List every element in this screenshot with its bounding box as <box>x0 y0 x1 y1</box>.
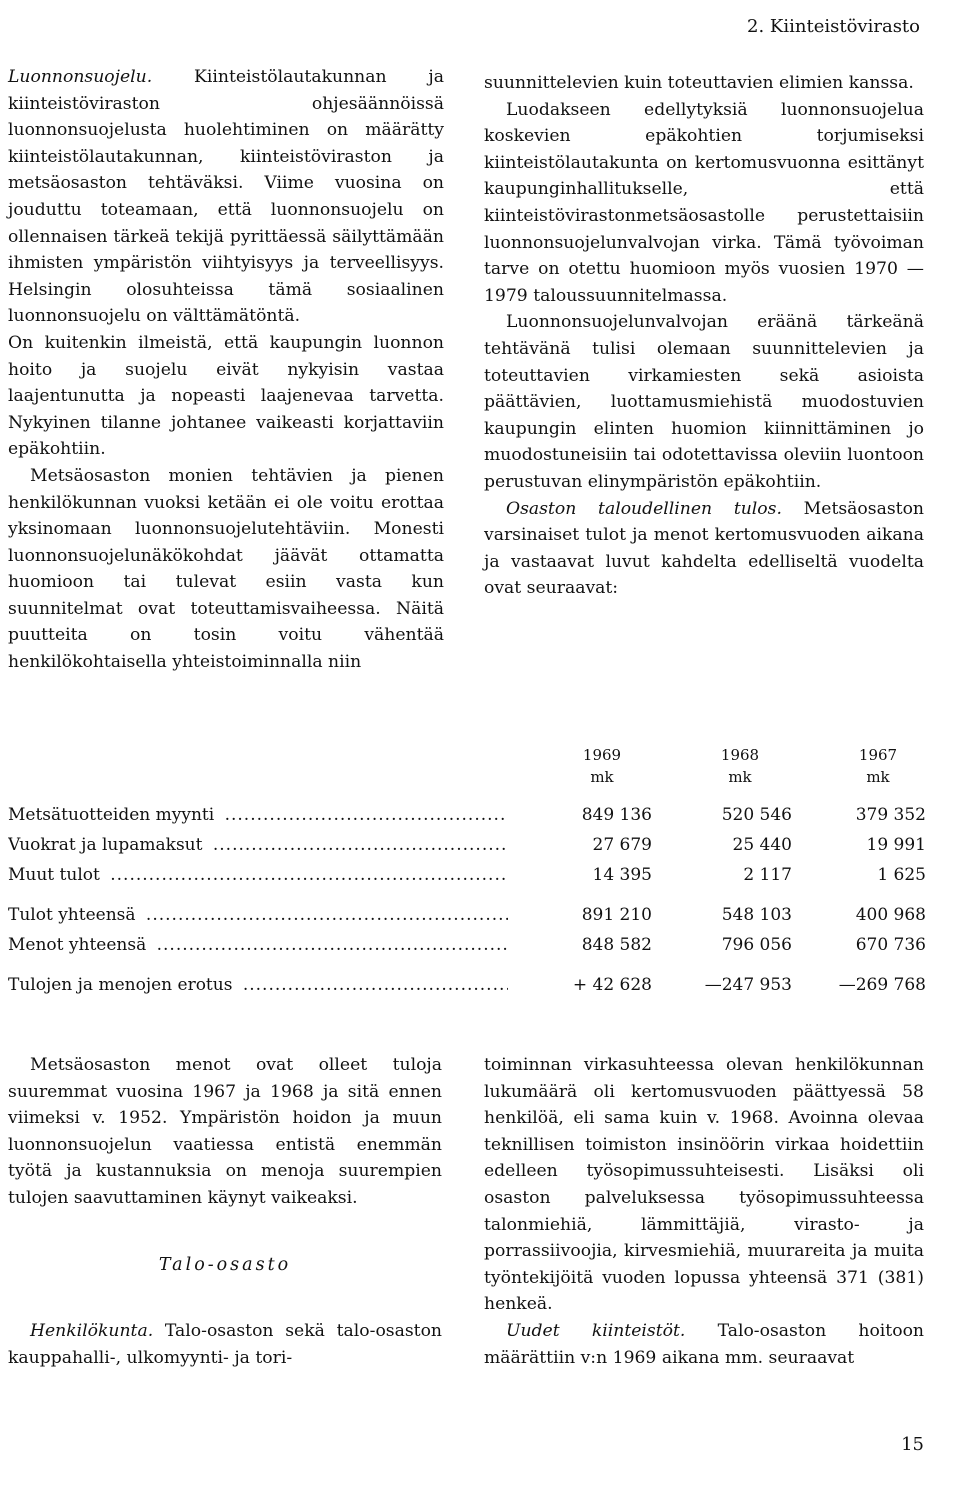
cell-value: 25 440 <box>732 835 792 855</box>
row-label: Tulojen ja menojen erotus <box>8 975 236 995</box>
table-row-difference <box>8 970 926 1000</box>
row-label: Metsätuotteiden myynti <box>8 805 218 825</box>
cell-value: 891 210 <box>581 905 652 925</box>
cell-value: 796 056 <box>721 935 792 955</box>
cell-value: + 42 628 <box>572 975 652 995</box>
row-label: Vuokrat ja lupamaksut <box>8 835 206 855</box>
column-header-1967: 1967 mk <box>858 746 898 786</box>
table-header <box>8 744 926 800</box>
top-left-column <box>8 64 444 676</box>
page-number: 15 <box>901 1434 924 1455</box>
lead-henkilokunta: Henkilökunta. <box>30 1321 154 1342</box>
bottom-right-column <box>484 1052 924 1371</box>
cell-value: 849 136 <box>581 805 652 825</box>
table-row-total <box>8 930 926 960</box>
paragraph-text: Luonnonsuojelunvalvojan eräänä tärkeänä tehtävänä tulisi olemaan suunnittelevien ja toteuttavien virkamiesten sekä asioista päättävien, luottamusmiehistä muodostuvien kaupungin elinten huomion kiinnittäminen jo muodostuneisiin tai odotettavissa oleviin luontoon perustuvan elinympäristön epäkohtiin. <box>484 312 924 492</box>
paragraph-text: Metsäosaston menot ovat olleet tuloja suuremmat vuosina 1967 ja 1968 ja sitä ennen viimeksi v. 1952. Ympäristön hoidon ja muun luonnonsuojelun vaatiessa entistä enemmän työtä ja kustannuksia on menoja suurempien tulojen saavuttaminen käynyt vaikeaksi. <box>8 1055 442 1208</box>
lead-luonnonsuojelu: Luonnonsuojelu. <box>8 67 153 87</box>
row-label: Menot yhteensä <box>8 935 150 955</box>
cell-value: 379 352 <box>855 805 926 825</box>
paragraph-text: suunnittelevien kuin toteuttavien elimien kanssa. <box>484 73 914 93</box>
cell-value: 548 103 <box>721 905 792 925</box>
paragraph-text: Metsäosaston monien tehtävien ja pienen henkilökunnan vuoksi ketään ei ole voitu erottaa yksinomaan luonnonsuojelutehtäviin. Monesti luonnonsuojelunäkökohdat jäävät ottamatta huomioon tai tulevat esiin vasta kun suunnitelmat ovat toteuttamisvaiheessa. Näitä puutteita on tosin voitu vähentää henkilökohtaisella yhteistoiminnalla niin <box>8 465 444 673</box>
cell-value: —269 768 <box>838 975 926 995</box>
bottom-left-column <box>8 1052 442 1371</box>
table-row <box>8 860 926 890</box>
paragraph-taloudellinen-tulos <box>484 496 924 602</box>
paragraph-text: Talo-osaston hoitoon määrättiin v:n 1969 aikana mm. seuraavat <box>484 1320 924 1368</box>
paragraph-luonnonsuojelu <box>8 64 444 330</box>
financial-table <box>8 744 926 1000</box>
column-header-1969: 1969 mk <box>582 746 622 786</box>
table-row-total <box>8 900 926 930</box>
paragraph-uudet-kiinteistot <box>484 1318 924 1371</box>
paragraph-text: On kuitenkin ilmeistä, että kaupungin luonnon hoito ja suojelu eivät nykyisin vastaa laajentunutta ja nopeasti laajenevaa tarvetta. Nykyinen tilanne johtanee vaikeasti korjattaviin epäkohtiin. <box>8 332 444 460</box>
paragraph-text: toiminnan virkasuhteessa olevan henkilökunnan lukumäärä oli kertomusvuoden päättyessä 58 henkilöä, eli sama kuin v. 1968. Avoinna olevaa teknillisen toimiston insinöörin virkaa hoidettiin edelleen työsopimussuhteisesti. Lisäksi oli osaston palveluksessa työsopimussuhteessa talonmiehiä, lämmittäjiä, virasto- ja porrassiivoojia, kirvesmiehiä, muurareita ja muita työntekijöitä vuoden lopussa yhteensä 371 (381) henkeä. <box>484 1055 924 1315</box>
table-row <box>8 830 926 860</box>
column-header-1968: 1968 mk <box>720 746 760 786</box>
running-header: 2. Kiinteistövirasto <box>747 16 920 37</box>
paragraph-text: Talo-osaston sekä talo-osaston kauppahalli-, ulkomyynti- ja tori- <box>8 1321 442 1368</box>
cell-value: 520 546 <box>721 805 792 825</box>
row-label: Muut tulot <box>8 865 104 885</box>
section-heading: Talo-osasto <box>158 1254 292 1275</box>
cell-value: 1 625 <box>877 865 926 885</box>
paragraph-text: Kiinteistölautakunnan ja kiinteistöviraston ohjesäännöissä luonnonsuojelusta huolehtiminen on määrätty kiinteistölautakunnan, kiinteistöviraston ja metsäosaston tehtäväksi. Viime vuosina on jouduttu toteamaan, että luonnonsuojelu on ollennaisen tärkeä tekijä pyrittäessä säilyttämään ihmisten ympäristön viihtyisyys ja terveellisyys. Helsingin olosuhteissa tämä sosiaalinen luonnonsuojelu on välttämätöntä. <box>8 67 444 327</box>
paragraph-henkilokunta <box>8 1318 442 1371</box>
table-row <box>8 800 926 830</box>
cell-value: 670 736 <box>855 935 926 955</box>
lead-uudet-kiinteistot: Uudet kiinteistöt. <box>506 1320 686 1341</box>
top-right-column <box>484 70 924 602</box>
cell-value: 848 582 <box>581 935 652 955</box>
lead-taloudellinen-tulos: Osaston taloudellinen tulos. <box>506 498 782 519</box>
cell-value: 14 395 <box>592 865 652 885</box>
row-label: Tulot yhteensä <box>8 905 140 925</box>
cell-value: 2 117 <box>743 865 792 885</box>
cell-value: 19 991 <box>866 835 926 855</box>
paragraph-text: Metsäosaston varsinaiset tulot ja menot kertomusvuoden aikana ja vastaavat luvut kahdelta edelliseltä vuodelta ovat seuraavat: <box>484 498 924 599</box>
paragraph-text: Luodakseen edellytyksiä luonnonsuojelua koskevien epäkohtien torjumiseksi kiinteistölautakunta on kertomusvuonna esittänyt kaupunginhallitukselle, että kiinteistövirastonmetsäosastolle perustettaisiin luonnonsuojelunvalvojan virka. Tämä työvoiman tarve on otettu huomioon myös vuosien 1970 —1979 taloussuunnitelmassa. <box>484 99 924 306</box>
cell-value: 400 968 <box>855 905 926 925</box>
cell-value: —247 953 <box>704 975 792 995</box>
cell-value: 27 679 <box>592 835 652 855</box>
